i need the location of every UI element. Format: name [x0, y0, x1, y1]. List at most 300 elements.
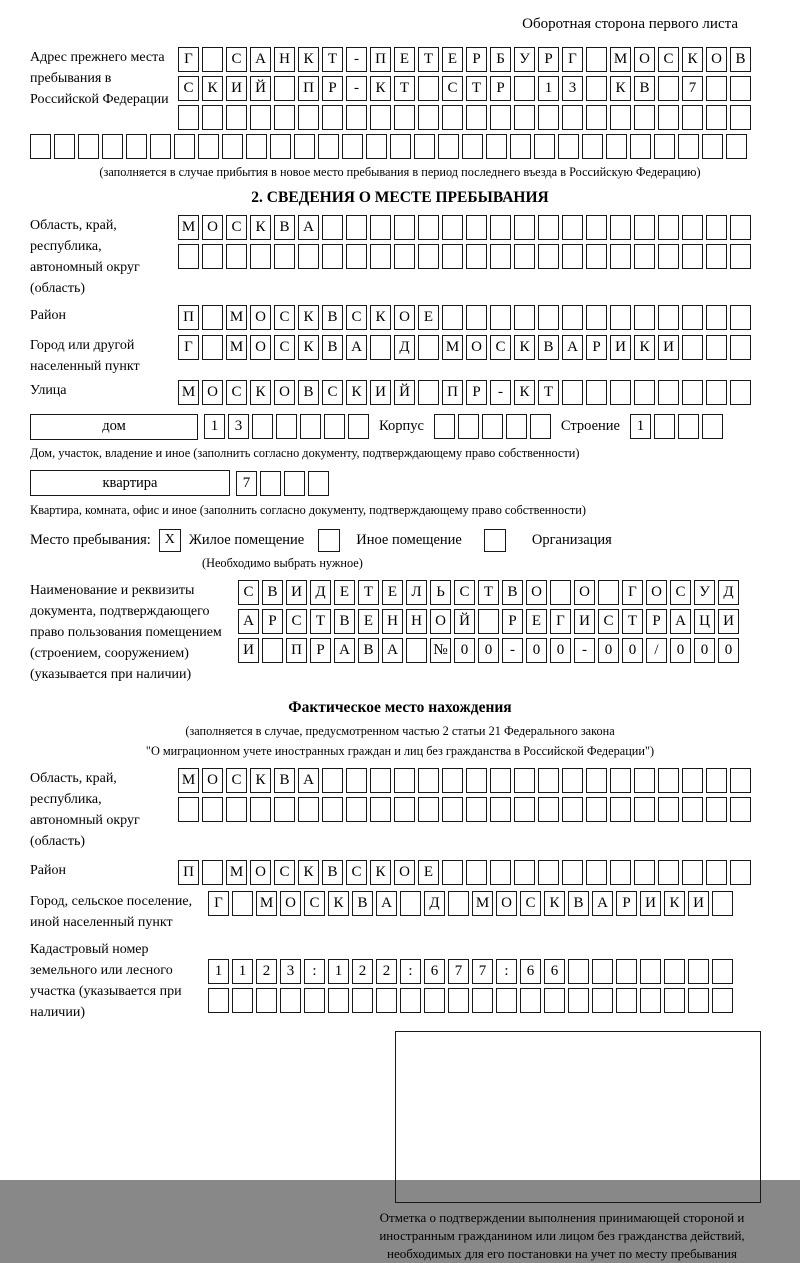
char-cell[interactable]: 1 [630, 414, 651, 439]
char-cell[interactable]: К [370, 305, 391, 330]
char-cell[interactable] [730, 305, 751, 330]
char-cell[interactable] [490, 105, 511, 130]
char-cell[interactable]: М [472, 891, 493, 916]
char-cell[interactable] [682, 380, 703, 405]
char-cell[interactable]: О [250, 305, 271, 330]
char-cell[interactable] [678, 414, 699, 439]
char-cell[interactable]: С [274, 305, 295, 330]
char-cell[interactable] [376, 988, 397, 1013]
char-cell[interactable] [232, 891, 253, 916]
char-cell[interactable] [634, 860, 655, 885]
char-cell[interactable] [634, 215, 655, 240]
char-cell[interactable] [390, 134, 411, 159]
char-cell[interactable] [640, 959, 661, 984]
char-cell[interactable] [198, 134, 219, 159]
char-cell[interactable]: И [226, 76, 247, 101]
char-cell[interactable]: И [718, 609, 739, 634]
char-cell[interactable] [682, 105, 703, 130]
char-cell[interactable]: Т [394, 76, 415, 101]
char-cell[interactable]: М [226, 335, 247, 360]
char-cell[interactable] [418, 768, 439, 793]
char-cell[interactable] [222, 134, 243, 159]
char-cell[interactable]: Й [454, 609, 475, 634]
char-cell[interactable] [346, 105, 367, 130]
char-cell[interactable] [506, 414, 527, 439]
char-cell[interactable]: Е [358, 609, 379, 634]
char-cell[interactable] [558, 134, 579, 159]
char-cell[interactable]: А [238, 609, 259, 634]
char-cell[interactable]: - [346, 47, 367, 72]
char-cell[interactable]: 2 [376, 959, 397, 984]
char-cell[interactable] [418, 244, 439, 269]
char-cell[interactable]: С [178, 76, 199, 101]
char-cell[interactable] [260, 471, 281, 496]
char-cell[interactable] [318, 134, 339, 159]
char-cell[interactable]: В [274, 215, 295, 240]
char-cell[interactable]: О [202, 768, 223, 793]
char-cell[interactable]: 0 [622, 638, 643, 663]
char-cell[interactable] [298, 797, 319, 822]
char-cell[interactable] [678, 134, 699, 159]
char-cell[interactable] [346, 768, 367, 793]
char-cell[interactable] [448, 891, 469, 916]
char-cell[interactable] [730, 768, 751, 793]
char-cell[interactable] [538, 244, 559, 269]
char-cell[interactable]: Р [502, 609, 523, 634]
char-cell[interactable]: А [376, 891, 397, 916]
char-cell[interactable]: К [298, 47, 319, 72]
char-cell[interactable] [202, 47, 223, 72]
char-cell[interactable]: К [328, 891, 349, 916]
char-cell[interactable] [178, 797, 199, 822]
char-cell[interactable] [370, 244, 391, 269]
char-cell[interactable]: С [304, 891, 325, 916]
char-cell[interactable] [634, 380, 655, 405]
char-cell[interactable]: В [634, 76, 655, 101]
char-cell[interactable] [538, 305, 559, 330]
char-cell[interactable] [730, 244, 751, 269]
char-cell[interactable] [178, 105, 199, 130]
char-cell[interactable]: К [664, 891, 685, 916]
char-cell[interactable] [712, 988, 733, 1013]
char-cell[interactable] [400, 988, 421, 1013]
char-cell[interactable]: К [298, 860, 319, 885]
char-cell[interactable] [706, 215, 727, 240]
char-cell[interactable]: В [334, 609, 355, 634]
char-cell[interactable]: И [286, 580, 307, 605]
char-cell[interactable] [394, 244, 415, 269]
char-cell[interactable] [418, 76, 439, 101]
char-cell[interactable]: Е [526, 609, 547, 634]
char-cell[interactable]: О [250, 860, 271, 885]
char-cell[interactable]: Т [622, 609, 643, 634]
char-cell[interactable] [174, 134, 195, 159]
char-cell[interactable] [414, 134, 435, 159]
char-cell[interactable] [730, 335, 751, 360]
char-cell[interactable]: Р [466, 380, 487, 405]
char-cell[interactable] [226, 244, 247, 269]
char-cell[interactable]: И [238, 638, 259, 663]
char-cell[interactable]: 0 [550, 638, 571, 663]
char-cell[interactable] [658, 105, 679, 130]
char-cell[interactable]: П [442, 380, 463, 405]
char-cell[interactable] [434, 414, 455, 439]
char-cell[interactable] [366, 134, 387, 159]
char-cell[interactable] [586, 860, 607, 885]
char-cell[interactable] [688, 988, 709, 1013]
char-cell[interactable] [706, 244, 727, 269]
char-cell[interactable]: К [610, 76, 631, 101]
char-cell[interactable]: Й [250, 76, 271, 101]
char-cell[interactable]: № [430, 638, 451, 663]
char-cell[interactable]: Р [646, 609, 667, 634]
char-cell[interactable]: С [670, 580, 691, 605]
char-cell[interactable]: С [490, 335, 511, 360]
char-cell[interactable]: В [358, 638, 379, 663]
char-cell[interactable] [274, 244, 295, 269]
char-cell[interactable] [658, 215, 679, 240]
char-cell[interactable] [702, 414, 723, 439]
char-cell[interactable] [490, 860, 511, 885]
char-cell[interactable] [442, 244, 463, 269]
char-cell[interactable] [598, 580, 619, 605]
char-cell[interactable]: 7 [448, 959, 469, 984]
char-cell[interactable] [78, 134, 99, 159]
char-cell[interactable] [682, 797, 703, 822]
char-cell[interactable] [562, 215, 583, 240]
char-cell[interactable]: 0 [670, 638, 691, 663]
char-cell[interactable] [634, 768, 655, 793]
char-cell[interactable] [126, 134, 147, 159]
char-cell[interactable] [458, 414, 479, 439]
char-cell[interactable]: Д [424, 891, 445, 916]
char-cell[interactable] [424, 988, 445, 1013]
char-cell[interactable] [448, 988, 469, 1013]
char-cell[interactable]: Н [406, 609, 427, 634]
char-cell[interactable] [514, 860, 535, 885]
char-cell[interactable]: 3 [562, 76, 583, 101]
char-cell[interactable]: Р [586, 335, 607, 360]
char-cell[interactable]: Д [310, 580, 331, 605]
char-cell[interactable]: В [262, 580, 283, 605]
char-cell[interactable]: Е [442, 47, 463, 72]
char-cell[interactable] [246, 134, 267, 159]
char-cell[interactable]: Г [178, 47, 199, 72]
char-cell[interactable]: А [346, 335, 367, 360]
char-cell[interactable]: П [286, 638, 307, 663]
char-cell[interactable]: О [466, 335, 487, 360]
char-cell[interactable] [730, 380, 751, 405]
char-cell[interactable] [352, 988, 373, 1013]
char-cell[interactable]: Н [274, 47, 295, 72]
char-cell[interactable]: И [370, 380, 391, 405]
char-cell[interactable] [466, 305, 487, 330]
char-cell[interactable]: А [592, 891, 613, 916]
char-cell[interactable] [682, 768, 703, 793]
char-cell[interactable]: Р [262, 609, 283, 634]
char-cell[interactable] [530, 414, 551, 439]
char-cell[interactable] [418, 380, 439, 405]
char-cell[interactable]: В [322, 335, 343, 360]
char-cell[interactable] [550, 580, 571, 605]
char-cell[interactable] [202, 797, 223, 822]
char-cell[interactable] [562, 244, 583, 269]
char-cell[interactable] [706, 335, 727, 360]
char-cell[interactable]: В [538, 335, 559, 360]
char-cell[interactable] [232, 988, 253, 1013]
char-cell[interactable] [562, 305, 583, 330]
char-cell[interactable]: Й [394, 380, 415, 405]
char-cell[interactable] [276, 414, 297, 439]
char-cell[interactable] [462, 134, 483, 159]
char-cell[interactable]: С [346, 305, 367, 330]
char-cell[interactable]: А [562, 335, 583, 360]
char-cell[interactable] [634, 244, 655, 269]
char-cell[interactable]: Р [322, 76, 343, 101]
char-cell[interactable] [702, 134, 723, 159]
char-cell[interactable]: М [442, 335, 463, 360]
checkbox-other-premises[interactable] [318, 529, 340, 552]
char-cell[interactable]: 0 [526, 638, 547, 663]
char-cell[interactable]: В [730, 47, 751, 72]
char-cell[interactable]: В [502, 580, 523, 605]
char-cell[interactable] [730, 860, 751, 885]
char-cell[interactable] [592, 959, 613, 984]
char-cell[interactable]: С [226, 47, 247, 72]
char-cell[interactable] [202, 335, 223, 360]
char-cell[interactable] [712, 891, 733, 916]
char-cell[interactable] [568, 988, 589, 1013]
char-cell[interactable] [490, 797, 511, 822]
char-cell[interactable] [438, 134, 459, 159]
char-cell[interactable]: М [226, 305, 247, 330]
char-cell[interactable]: Ь [430, 580, 451, 605]
char-cell[interactable]: - [490, 380, 511, 405]
char-cell[interactable] [562, 380, 583, 405]
char-cell[interactable] [322, 768, 343, 793]
char-cell[interactable]: 0 [598, 638, 619, 663]
char-cell[interactable]: Н [382, 609, 403, 634]
char-cell[interactable]: М [610, 47, 631, 72]
char-cell[interactable] [478, 609, 499, 634]
char-cell[interactable] [706, 768, 727, 793]
char-cell[interactable]: М [178, 215, 199, 240]
char-cell[interactable] [606, 134, 627, 159]
char-cell[interactable]: О [526, 580, 547, 605]
char-cell[interactable] [610, 305, 631, 330]
char-cell[interactable]: Е [418, 305, 439, 330]
char-cell[interactable] [658, 768, 679, 793]
char-cell[interactable]: С [442, 76, 463, 101]
char-cell[interactable] [442, 797, 463, 822]
char-cell[interactable]: К [634, 335, 655, 360]
char-cell[interactable] [634, 305, 655, 330]
char-cell[interactable] [208, 988, 229, 1013]
char-cell[interactable] [418, 335, 439, 360]
char-cell[interactable] [664, 988, 685, 1013]
char-cell[interactable]: К [370, 860, 391, 885]
char-cell[interactable]: И [640, 891, 661, 916]
char-cell[interactable]: 1 [538, 76, 559, 101]
char-cell[interactable]: 7 [472, 959, 493, 984]
char-cell[interactable]: М [226, 860, 247, 885]
char-cell[interactable] [538, 215, 559, 240]
char-cell[interactable] [562, 105, 583, 130]
char-cell[interactable] [202, 860, 223, 885]
char-cell[interactable] [322, 797, 343, 822]
char-cell[interactable]: П [178, 305, 199, 330]
char-cell[interactable] [514, 797, 535, 822]
char-cell[interactable] [394, 215, 415, 240]
char-cell[interactable] [466, 768, 487, 793]
char-cell[interactable]: А [670, 609, 691, 634]
char-cell[interactable] [442, 215, 463, 240]
char-cell[interactable] [616, 988, 637, 1013]
char-cell[interactable]: И [658, 335, 679, 360]
char-cell[interactable] [610, 768, 631, 793]
char-cell[interactable] [534, 134, 555, 159]
char-cell[interactable]: К [250, 380, 271, 405]
char-cell[interactable] [202, 244, 223, 269]
char-cell[interactable] [712, 959, 733, 984]
char-cell[interactable] [250, 797, 271, 822]
char-cell[interactable]: К [298, 305, 319, 330]
char-cell[interactable]: В [352, 891, 373, 916]
char-cell[interactable] [562, 860, 583, 885]
char-cell[interactable] [658, 380, 679, 405]
char-cell[interactable] [688, 959, 709, 984]
char-cell[interactable] [324, 414, 345, 439]
char-cell[interactable] [514, 105, 535, 130]
char-cell[interactable] [510, 134, 531, 159]
char-cell[interactable]: П [298, 76, 319, 101]
char-cell[interactable] [730, 105, 751, 130]
char-cell[interactable]: / [646, 638, 667, 663]
char-cell[interactable] [730, 76, 751, 101]
char-cell[interactable]: - [346, 76, 367, 101]
char-cell[interactable] [346, 244, 367, 269]
char-cell[interactable] [682, 244, 703, 269]
char-cell[interactable] [586, 47, 607, 72]
char-cell[interactable]: А [250, 47, 271, 72]
char-cell[interactable] [610, 105, 631, 130]
char-cell[interactable] [442, 305, 463, 330]
char-cell[interactable]: С [658, 47, 679, 72]
char-cell[interactable] [370, 797, 391, 822]
char-cell[interactable] [348, 414, 369, 439]
char-cell[interactable] [490, 215, 511, 240]
char-cell[interactable] [490, 244, 511, 269]
char-cell[interactable]: С [598, 609, 619, 634]
char-cell[interactable]: О [496, 891, 517, 916]
char-cell[interactable]: 0 [718, 638, 739, 663]
char-cell[interactable]: В [322, 860, 343, 885]
char-cell[interactable]: 3 [280, 959, 301, 984]
char-cell[interactable] [322, 244, 343, 269]
char-cell[interactable]: С [286, 609, 307, 634]
char-cell[interactable] [178, 244, 199, 269]
char-cell[interactable] [284, 471, 305, 496]
char-cell[interactable] [586, 76, 607, 101]
char-cell[interactable] [658, 244, 679, 269]
char-cell[interactable] [202, 105, 223, 130]
char-cell[interactable] [322, 215, 343, 240]
char-cell[interactable] [586, 768, 607, 793]
char-cell[interactable]: К [370, 76, 391, 101]
char-cell[interactable]: Р [490, 76, 511, 101]
char-cell[interactable]: И [688, 891, 709, 916]
char-cell[interactable] [406, 638, 427, 663]
char-cell[interactable]: Т [466, 76, 487, 101]
char-cell[interactable] [102, 134, 123, 159]
char-cell[interactable] [640, 988, 661, 1013]
char-cell[interactable]: С [454, 580, 475, 605]
char-cell[interactable] [202, 305, 223, 330]
char-cell[interactable]: 7 [682, 76, 703, 101]
char-cell[interactable]: С [520, 891, 541, 916]
char-cell[interactable] [370, 768, 391, 793]
char-cell[interactable]: 1 [204, 414, 225, 439]
char-cell[interactable] [514, 768, 535, 793]
char-cell[interactable] [418, 105, 439, 130]
char-cell[interactable]: Т [418, 47, 439, 72]
char-cell[interactable] [682, 305, 703, 330]
char-cell[interactable] [226, 105, 247, 130]
char-cell[interactable]: Б [490, 47, 511, 72]
char-cell[interactable]: С [226, 215, 247, 240]
char-cell[interactable] [610, 215, 631, 240]
char-cell[interactable] [442, 768, 463, 793]
char-cell[interactable] [322, 105, 343, 130]
char-cell[interactable] [610, 244, 631, 269]
char-cell[interactable]: О [394, 305, 415, 330]
char-cell[interactable] [682, 860, 703, 885]
char-cell[interactable] [586, 215, 607, 240]
char-cell[interactable] [346, 215, 367, 240]
char-cell[interactable] [482, 414, 503, 439]
char-cell[interactable] [586, 797, 607, 822]
char-cell[interactable]: Г [622, 580, 643, 605]
char-cell[interactable]: В [568, 891, 589, 916]
char-cell[interactable]: Т [310, 609, 331, 634]
char-cell[interactable] [342, 134, 363, 159]
char-cell[interactable]: О [280, 891, 301, 916]
char-cell[interactable]: У [514, 47, 535, 72]
char-cell[interactable]: В [322, 305, 343, 330]
char-cell[interactable]: Г [550, 609, 571, 634]
char-cell[interactable] [300, 414, 321, 439]
char-cell[interactable] [30, 134, 51, 159]
char-cell[interactable] [262, 638, 283, 663]
char-cell[interactable] [544, 988, 565, 1013]
char-cell[interactable]: А [298, 215, 319, 240]
char-cell[interactable] [252, 414, 273, 439]
char-cell[interactable] [394, 768, 415, 793]
char-cell[interactable] [280, 988, 301, 1013]
char-cell[interactable]: Р [310, 638, 331, 663]
char-cell[interactable]: К [514, 335, 535, 360]
char-cell[interactable]: К [544, 891, 565, 916]
char-cell[interactable]: Р [466, 47, 487, 72]
char-cell[interactable] [616, 959, 637, 984]
char-cell[interactable] [400, 891, 421, 916]
char-cell[interactable]: А [298, 768, 319, 793]
char-cell[interactable]: С [226, 768, 247, 793]
char-cell[interactable]: Г [562, 47, 583, 72]
char-cell[interactable]: Е [394, 47, 415, 72]
char-cell[interactable] [586, 305, 607, 330]
char-cell[interactable]: - [574, 638, 595, 663]
